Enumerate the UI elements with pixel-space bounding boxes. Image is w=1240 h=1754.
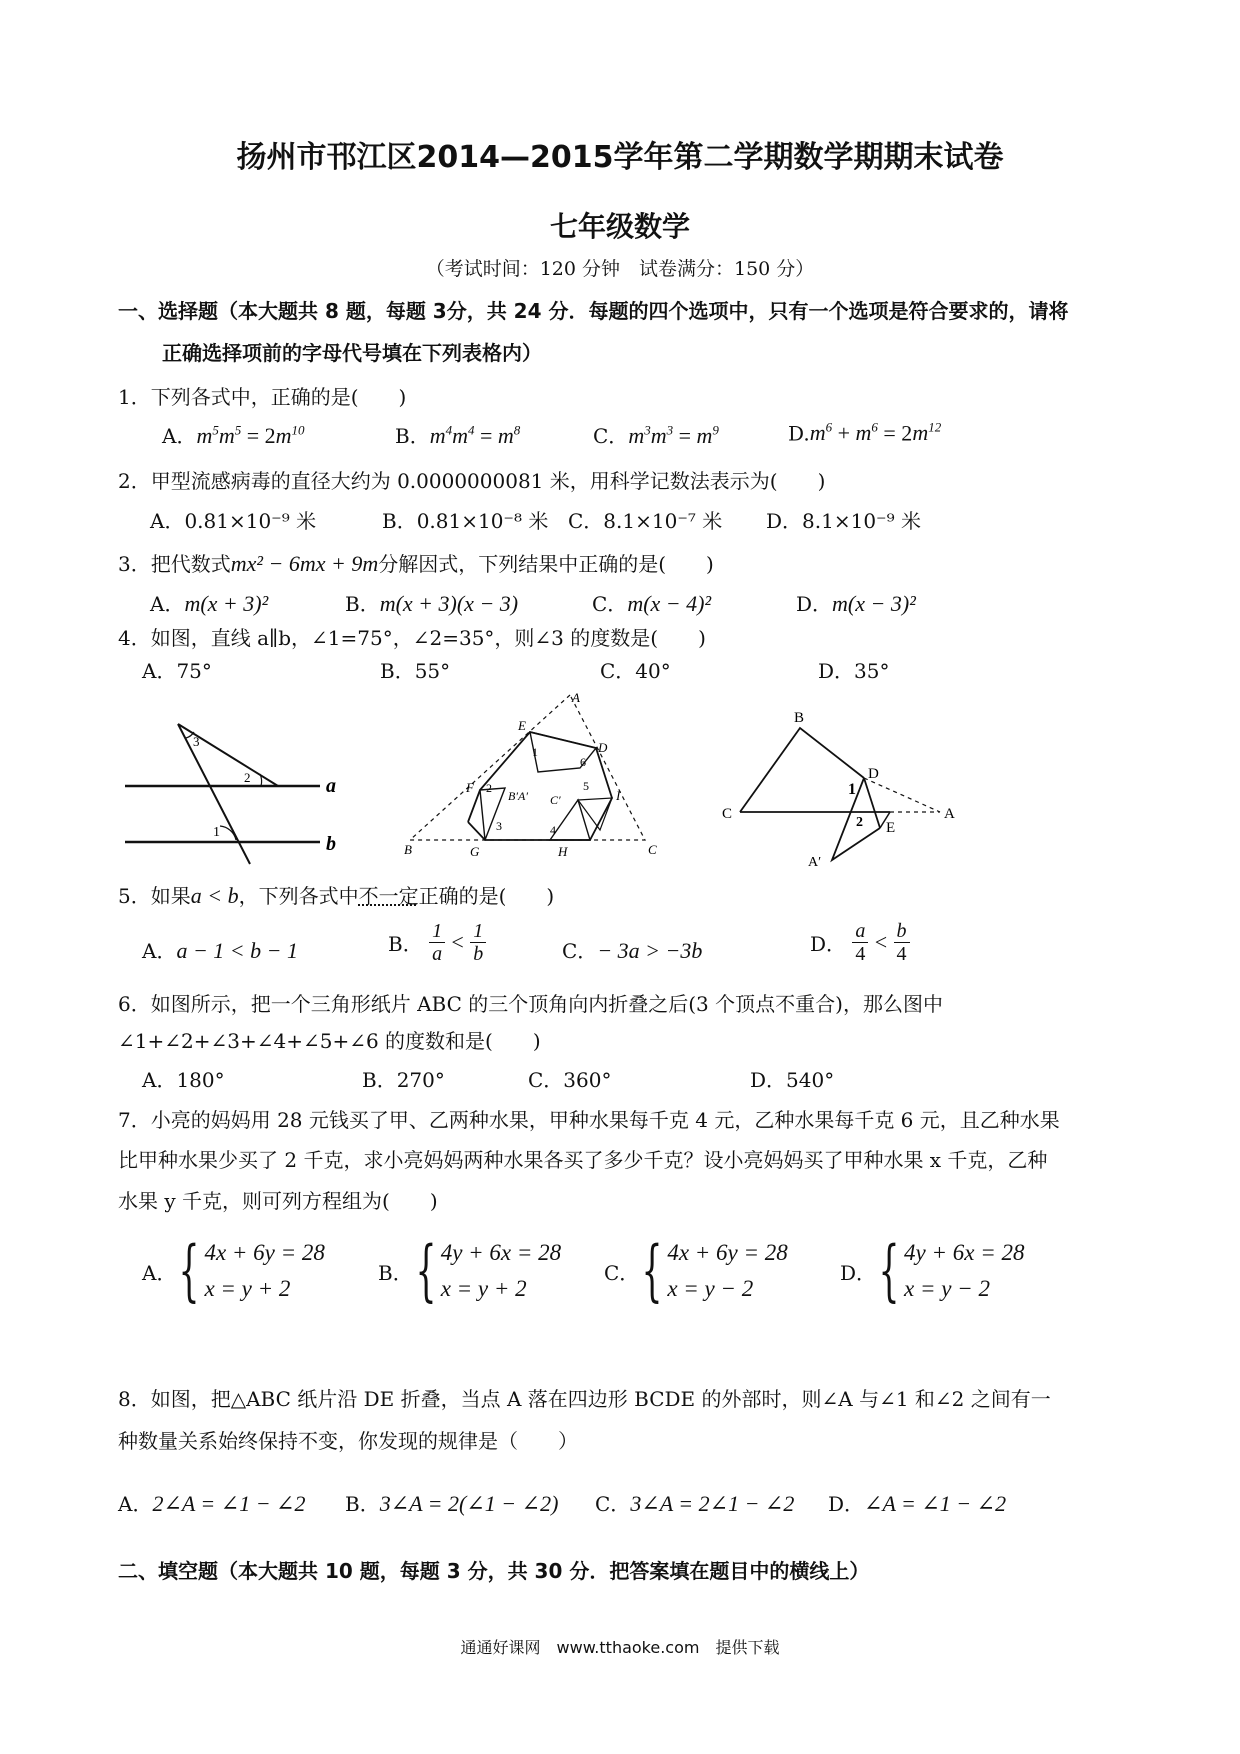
q4-option-b: B．55° [380,659,451,683]
q4-option-c: C．40° [600,659,671,683]
q8-option-b: B．3∠A = 2(∠1 − ∠2) [345,1491,559,1516]
q1-option-b: B．$m^4m^4 = m^8$ [395,422,521,448]
q5-option-d: D． $\frac{a}{4}$ < $\frac{b}{4}$ [810,920,910,965]
q2-stem: 2．甲型流感病毒的直径大约为 0.0000000081 米，用科学记数法表示为( ) [118,469,826,493]
q4-option-d: D．35° [818,659,890,683]
q8-option-a: A．2∠A = ∠1 − ∠2 [118,1491,306,1516]
svg-text:G: G [470,844,480,859]
q1-option-c: C．$m^3m^3 = m^9$ [593,422,719,448]
q8-stem-line2: 种数量关系始终保持不变，你发现的规律是（ ） [118,1429,578,1453]
svg-text:1: 1 [532,745,538,759]
fig1-angle-2: 2 [244,770,251,785]
fig1-angle-3: 3 [193,734,200,749]
page-footer: 通通好课网 www.tthaoke.com 提供下载 [460,1638,780,1657]
q5-stem: 5．如果a < b，下列各式中不一定正确的是( ) [118,883,555,908]
svg-text:B: B [794,710,805,726]
q7-stem-line2: 比甲种水果少买了 2 千克，求小亮妈妈两种水果各买了多少千克？设小亮妈妈买了甲种水果 x 千克，乙种 [118,1148,1048,1172]
q7-option-c: C． { 4x + 6y = 28 x = y − 2 [604,1232,788,1309]
q3-option-d: D．m(x − 3)² [796,591,916,616]
q8-stem-line1: 8．如图，把△ABC 纸片沿 DE 折叠，当点 A 落在四边形 BCDE 的外部时，则∠A 与∠1 和∠2 之间有一 [118,1387,1051,1411]
q6-option-a: A．180° [142,1068,225,1092]
svg-text:I: I [616,788,621,803]
svg-text:A′: A′ [808,855,822,870]
svg-text:4: 4 [550,823,556,837]
page-subtitle: 七年级数学 [549,210,690,243]
q6-stem-line2: ∠1+∠2+∠3+∠4+∠5+∠6 的度数和是( ) [118,1029,541,1053]
section1-heading-line1: 一、选择题（本大题共 8 题，每题 3分，共 24 分．每题的四个选项中，只有一个选项是符合要求的，请将 [118,299,1069,323]
svg-text:E: E [518,718,526,733]
svg-text:6: 6 [580,755,586,769]
q3-option-b: B．m(x + 3)(x − 3) [345,591,519,616]
section2-heading: 二、填空题（本大题共 10 题，每题 3 分，共 30 分．把答案填在题目中的横线上） [118,1559,870,1583]
q6-option-d: D．540° [750,1068,835,1092]
svg-text:E: E [886,820,896,836]
svg-text:B′: B′ [508,789,518,803]
q4-option-a: A．75° [142,659,212,683]
svg-text:D: D [868,766,879,782]
q6-stem-line1: 6．如图所示，把一个三角形纸片 ABC 的三个顶角向内折叠之后(3 个顶点不重合)，那么图中 [118,992,943,1016]
q5-option-c: C．− 3a > −3b [562,938,703,963]
svg-text:C: C [648,842,657,857]
exam-info: （考试时间：120 分钟 试卷满分：150 分） [425,258,815,280]
q1-option-d: $D.m^6 + m^6 = 2m^{12}$ [788,420,942,446]
figure-fold-de [710,700,980,870]
q4-stem: 4．如图，直线 a∥b，∠1=75°，∠2=35°，则∠3 的度数是( ) [118,626,706,650]
q2-option-a: A．0.81×10⁻⁹ 米 [150,509,317,533]
svg-text:A: A [572,690,580,705]
q3-option-a: A．m(x + 3)² [150,591,269,616]
fig1-angle-1: 1 [213,825,220,840]
page-title: 扬州市邗江区2014—2015学年第二学期数学期期末试卷 [236,140,1004,175]
svg-text:A: A [944,806,955,822]
q1-stem: 1．下列各式中，正确的是( ) [118,385,407,409]
svg-text:2: 2 [486,781,492,795]
svg-text:3: 3 [496,819,502,833]
q1-option-a: A．$m^5m^5 = 2m^{10}$ [162,422,305,448]
q6-option-c: C．360° [528,1068,612,1092]
q7-option-b: B． { 4y + 6x = 28 x = y + 2 [378,1232,562,1309]
q7-option-d: D． { 4y + 6x = 28 x = y − 2 [840,1232,1025,1309]
q2-option-d: D．8.1×10⁻⁹ 米 [766,509,921,533]
fig1-line-a: a [326,775,336,797]
q8-option-d: D．∠A = ∠1 − ∠2 [828,1491,1007,1516]
svg-text:5: 5 [583,779,589,793]
figure-parallel-lines [120,710,360,870]
q7-stem-line3: 水果 y 千克，则可列方程组为( ) [118,1189,438,1213]
q2-option-c: C．8.1×10⁻⁷ 米 [568,509,723,533]
section1-heading-line2: 正确选择项前的字母代号填在下列表格内） [162,341,542,365]
svg-text:1: 1 [848,781,856,798]
q2-option-b: B．0.81×10⁻⁸ 米 [382,509,549,533]
q7-stem-line1: 7．小亮的妈妈用 28 元钱买了甲、乙两种水果，甲种水果每千克 4 元，乙种水果每千克 6 元，且乙种水果 [118,1108,1060,1132]
q3-option-c: C．m(x − 4)² [592,591,712,616]
q5-option-a: A．a − 1 < b − 1 [142,938,298,963]
svg-text:A′: A′ [518,789,528,803]
q5-option-b: B． $\frac{1}{a}$ < $\frac{1}{b}$ [388,920,486,965]
q6-option-b: B．270° [362,1068,445,1092]
svg-text:D: D [598,740,608,755]
fig1-line-b: b [326,833,336,855]
svg-text:B: B [404,842,412,857]
q8-option-c: C．3∠A = 2∠1 − ∠2 [595,1491,795,1516]
q7-option-a: A． { 4x + 6y = 28 x = y + 2 [142,1232,325,1309]
svg-text:C: C [722,806,733,822]
svg-text:C′: C′ [550,793,561,807]
svg-text:F: F [466,780,474,795]
figure-folded-triangle [400,690,670,860]
svg-text:2: 2 [856,815,863,830]
q3-stem: 3．把代数式mx² − 6mx + 9m分解因式，下列结果中正确的是( ) [118,551,714,576]
svg-text:H: H [558,844,568,859]
